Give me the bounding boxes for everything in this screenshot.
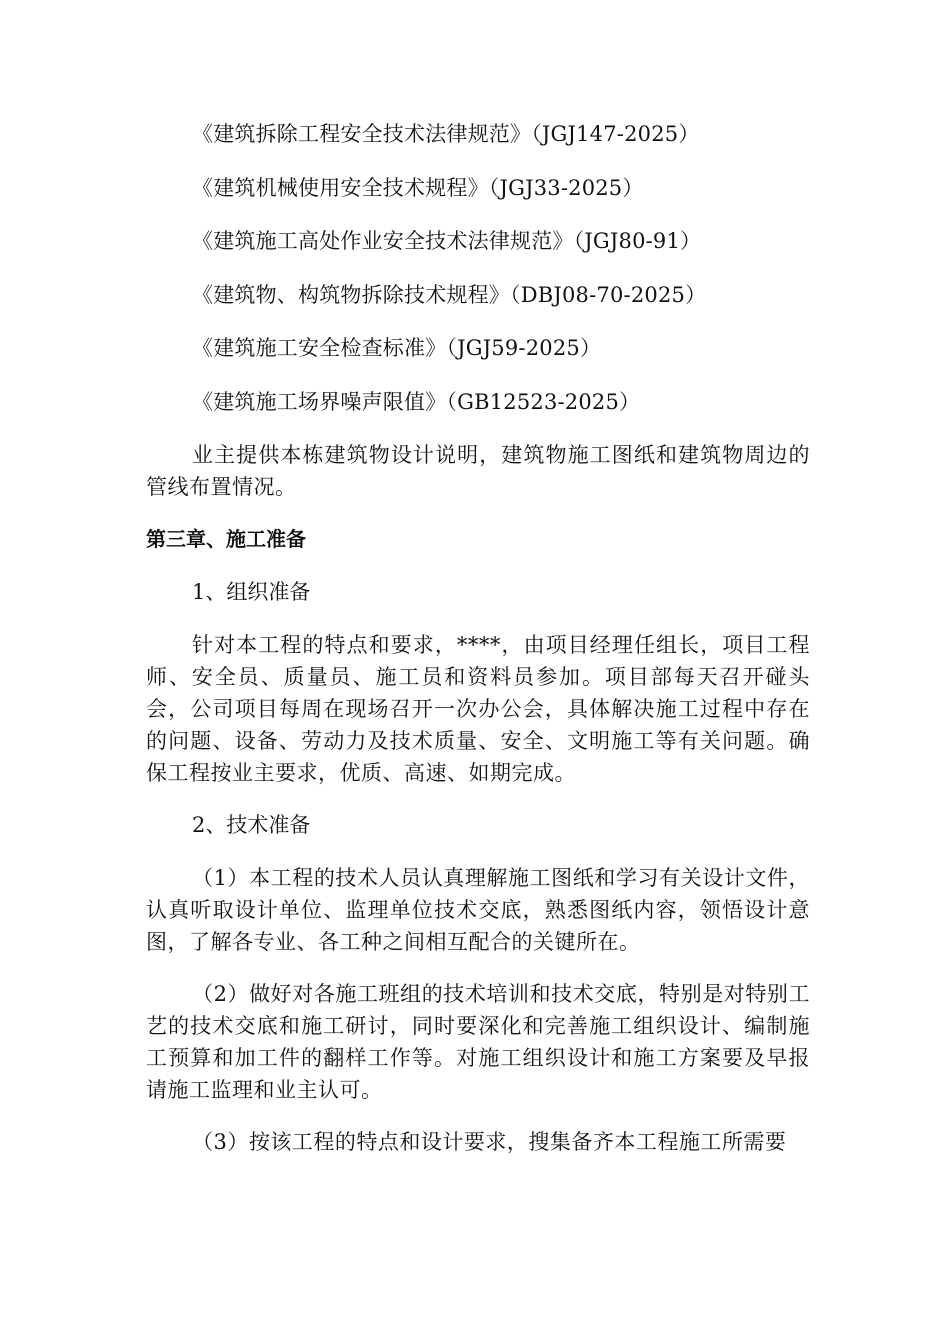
reference-line: 《建筑机械使用安全技术规程》（JGJ33-2025）	[192, 175, 644, 200]
reference-line: 《建筑施工安全检查标准》（JGJ59-2025）	[192, 336, 602, 360]
section-title-technical: 2、技术准备	[192, 813, 311, 837]
technical-item-3: （3）按该工程的特点和设计要求，搜集备齐本工程施工所需要	[192, 1130, 787, 1154]
owner-paragraph: 业主提供本栋建筑物设计说明，建筑物施工图纸和建筑物周边的管线布置情况。	[146, 443, 810, 499]
reference-line: 《建筑拆除工程安全技术法律规范》（JGJ147-2025）	[192, 122, 700, 146]
section-title-organization: 1、组织准备	[192, 580, 311, 604]
reference-line: 《建筑物、构筑物拆除技术规程》（DBJ08-70-2025）	[192, 282, 707, 307]
reference-line: 《建筑施工高处作业安全技术法律规范》（JGJ80-91）	[192, 229, 702, 253]
reference-line: 《建筑施工场界噪声限值》（GB12523-2025）	[192, 389, 641, 414]
organization-paragraph: 针对本工程的特点和要求，****，由项目经理任组长，项目工程师、安全员、质量员、施工员和资料员参加。项目部每天召开碰头会，公司项目每周在现场召开一次办公会，具体解决施工过程中存在的问题、设备、劳动力及技术质量、安全、文明施工等有关问题。确保工程按业主要求，优质、高速、如期完成。	[146, 633, 810, 785]
chapter-title: 第三章、施工准备	[146, 527, 306, 551]
technical-item-1: （1）本工程的技术人员认真理解施工图纸和学习有关设计文件，认真听取设计单位、监理单位技术交底，熟悉图纸内容，领悟设计意图，了解各专业、各工种之间相互配合的关键所在。	[146, 866, 810, 954]
document-body	[146, 118, 810, 1178]
technical-item-2: （2）做好对各施工班组的技术培训和技术交底，特别是对特别工艺的技术交底和施工研讨，同时要深化和完善施工组织设计、编制施工预算和加工件的翻样工作等。对施工组织设计和施工方案要及早报请施工监理和业主认可。	[146, 982, 810, 1102]
